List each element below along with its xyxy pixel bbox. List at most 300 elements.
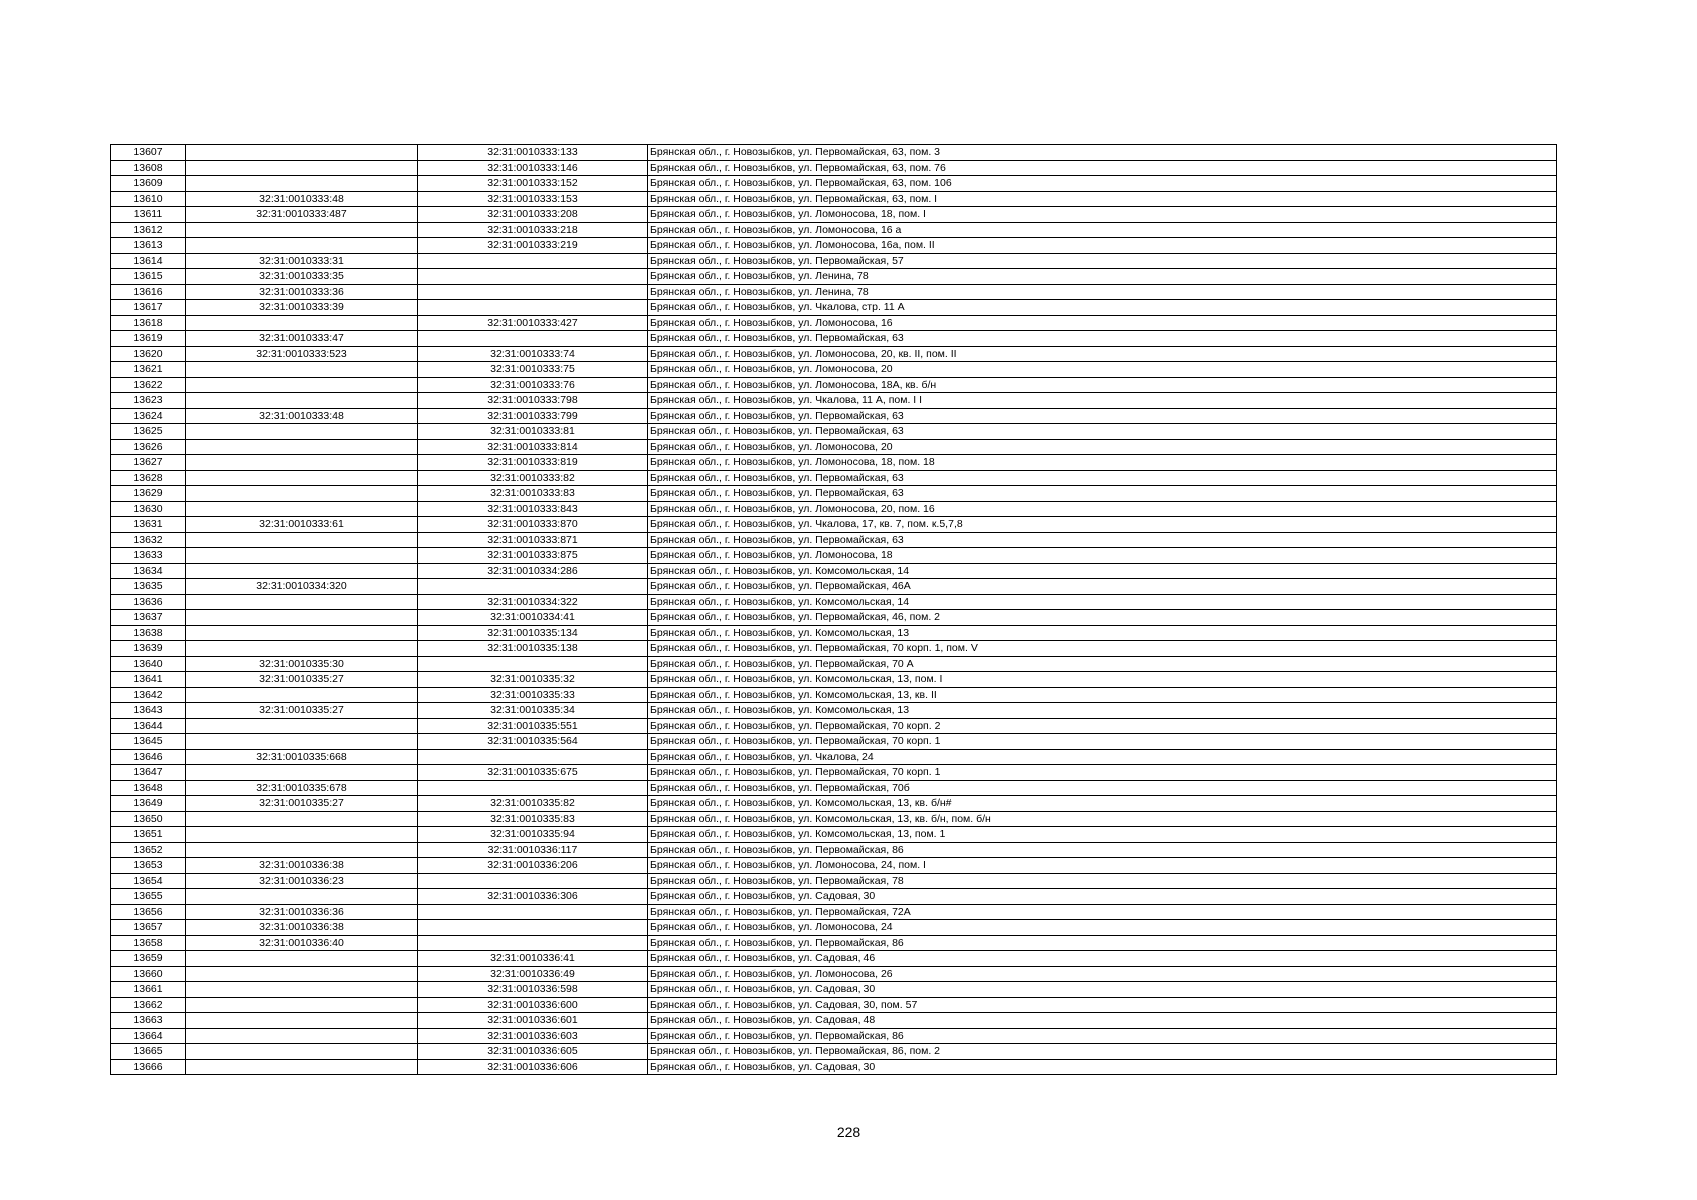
cadastral-number-cell: 32:31:0010333:39 bbox=[186, 300, 418, 316]
row-number-cell: 13637 bbox=[111, 610, 186, 626]
row-number-cell: 13641 bbox=[111, 672, 186, 688]
row-number-cell: 13663 bbox=[111, 1013, 186, 1029]
cadastral-number-cell bbox=[186, 687, 418, 703]
cadastral-number-cell: 32:31:0010335:668 bbox=[186, 749, 418, 765]
cadastral-number-2-cell bbox=[418, 253, 648, 269]
address-cell: Брянская обл., г. Новозыбков, ул. Первомайская, 78 bbox=[648, 873, 1557, 889]
row-number-cell: 13647 bbox=[111, 765, 186, 781]
row-number-cell: 13609 bbox=[111, 176, 186, 192]
cadastral-number-2-cell: 32:31:0010333:152 bbox=[418, 176, 648, 192]
address-cell: Брянская обл., г. Новозыбков, ул. Первомайская, 70 корп. 1 bbox=[648, 765, 1557, 781]
address-cell: Брянская обл., г. Новозыбков, ул. Чкалова, 17, кв. 7, пом. к.5,7,8 bbox=[648, 517, 1557, 533]
table-row bbox=[111, 486, 1557, 502]
cadastral-number-cell bbox=[186, 238, 418, 254]
row-number-cell: 13654 bbox=[111, 873, 186, 889]
table-row bbox=[111, 408, 1557, 424]
row-number-cell: 13612 bbox=[111, 222, 186, 238]
cadastral-number-2-cell: 32:31:0010335:33 bbox=[418, 687, 648, 703]
cadastral-number-cell bbox=[186, 393, 418, 409]
address-cell: Брянская обл., г. Новозыбков, ул. Ломоносова, 18, пом. I bbox=[648, 207, 1557, 223]
cadastral-number-2-cell: 32:31:0010334:286 bbox=[418, 563, 648, 579]
cadastral-number-2-cell: 32:31:0010336:49 bbox=[418, 966, 648, 982]
table-row bbox=[111, 718, 1557, 734]
address-cell: Брянская обл., г. Новозыбков, ул. Первомайская, 63 bbox=[648, 408, 1557, 424]
cadastral-number-cell: 32:31:0010336:38 bbox=[186, 920, 418, 936]
cadastral-number-2-cell: 32:31:0010336:601 bbox=[418, 1013, 648, 1029]
cadastral-number-cell bbox=[186, 610, 418, 626]
address-cell: Брянская обл., г. Новозыбков, ул. Первомайская, 63 bbox=[648, 470, 1557, 486]
address-cell: Брянская обл., г. Новозыбков, ул. Первомайская, 70 корп. 1 bbox=[648, 734, 1557, 750]
cadastral-number-cell bbox=[186, 842, 418, 858]
cadastral-number-2-cell: 32:31:0010336:600 bbox=[418, 997, 648, 1013]
cadastral-number-cell: 32:31:0010335:27 bbox=[186, 703, 418, 719]
row-number-cell: 13662 bbox=[111, 997, 186, 1013]
row-number-cell: 13642 bbox=[111, 687, 186, 703]
address-cell: Брянская обл., г. Новозыбков, ул. Первомайская, 72А bbox=[648, 904, 1557, 920]
table-row bbox=[111, 780, 1557, 796]
cadastral-number-2-cell: 32:31:0010333:843 bbox=[418, 501, 648, 517]
cadastral-number-2-cell bbox=[418, 331, 648, 347]
row-number-cell: 13627 bbox=[111, 455, 186, 471]
address-cell: Брянская обл., г. Новозыбков, ул. Комсомольская, 14 bbox=[648, 594, 1557, 610]
table-row bbox=[111, 1059, 1557, 1075]
table-row bbox=[111, 424, 1557, 440]
table-row bbox=[111, 656, 1557, 672]
cadastral-number-2-cell: 32:31:0010333:819 bbox=[418, 455, 648, 471]
address-cell: Брянская обл., г. Новозыбков, ул. Первомайская, 86, пом. 2 bbox=[648, 1044, 1557, 1060]
address-cell: Брянская обл., г. Новозыбков, ул. Первомайская, 70 А bbox=[648, 656, 1557, 672]
address-cell: Брянская обл., г. Новозыбков, ул. Комсомольская, 13, кв. б/н, пом. б/н bbox=[648, 811, 1557, 827]
address-cell: Брянская обл., г. Новозыбков, ул. Комсомольская, 13 bbox=[648, 703, 1557, 719]
table-row bbox=[111, 641, 1557, 657]
address-cell: Брянская обл., г. Новозыбков, ул. Первомайская, 86 bbox=[648, 842, 1557, 858]
row-number-cell: 13634 bbox=[111, 563, 186, 579]
row-number-cell: 13630 bbox=[111, 501, 186, 517]
cadastral-number-2-cell: 32:31:0010333:75 bbox=[418, 362, 648, 378]
cadastral-number-2-cell: 32:31:0010336:606 bbox=[418, 1059, 648, 1075]
cadastral-number-2-cell: 32:31:0010333:81 bbox=[418, 424, 648, 440]
cadastral-number-2-cell: 32:31:0010335:82 bbox=[418, 796, 648, 812]
cadastral-number-cell bbox=[186, 455, 418, 471]
table-row bbox=[111, 951, 1557, 967]
cadastral-number-cell bbox=[186, 362, 418, 378]
row-number-cell: 13626 bbox=[111, 439, 186, 455]
cadastral-number-cell bbox=[186, 811, 418, 827]
cadastral-number-cell: 32:31:0010333:47 bbox=[186, 331, 418, 347]
cadastral-number-cell bbox=[186, 532, 418, 548]
table-row bbox=[111, 176, 1557, 192]
address-cell: Брянская обл., г. Новозыбков, ул. Первомайская, 46А bbox=[648, 579, 1557, 595]
row-number-cell: 13633 bbox=[111, 548, 186, 564]
address-cell: Брянская обл., г. Новозыбков, ул. Первомайская, 63, пом. 3 bbox=[648, 145, 1557, 161]
table-row bbox=[111, 222, 1557, 238]
row-number-cell: 13631 bbox=[111, 517, 186, 533]
table-row bbox=[111, 160, 1557, 176]
cadastral-number-cell: 32:31:0010336:36 bbox=[186, 904, 418, 920]
cadastral-number-2-cell: 32:31:0010335:138 bbox=[418, 641, 648, 657]
row-number-cell: 13649 bbox=[111, 796, 186, 812]
cadastral-number-2-cell: 32:31:0010335:34 bbox=[418, 703, 648, 719]
cadastral-number-2-cell: 32:31:0010335:551 bbox=[418, 718, 648, 734]
row-number-cell: 13625 bbox=[111, 424, 186, 440]
table-row bbox=[111, 703, 1557, 719]
table-row bbox=[111, 966, 1557, 982]
cadastral-number-2-cell bbox=[418, 749, 648, 765]
row-number-cell: 13611 bbox=[111, 207, 186, 223]
address-cell: Брянская обл., г. Новозыбков, ул. Ломоносова, 20 bbox=[648, 362, 1557, 378]
table-row bbox=[111, 858, 1557, 874]
cadastral-number-cell bbox=[186, 594, 418, 610]
cadastral-number-2-cell: 32:31:0010333:219 bbox=[418, 238, 648, 254]
cadastral-number-cell bbox=[186, 1013, 418, 1029]
row-number-cell: 13651 bbox=[111, 827, 186, 843]
address-cell: Брянская обл., г. Новозыбков, ул. Чкалова, стр. 11 А bbox=[648, 300, 1557, 316]
cadastral-number-cell bbox=[186, 1059, 418, 1075]
row-number-cell: 13616 bbox=[111, 284, 186, 300]
cadastral-number-cell bbox=[186, 145, 418, 161]
address-cell: Брянская обл., г. Новозыбков, ул. Чкалова, 24 bbox=[648, 749, 1557, 765]
row-number-cell: 13661 bbox=[111, 982, 186, 998]
cadastral-number-2-cell bbox=[418, 920, 648, 936]
table-row bbox=[111, 796, 1557, 812]
page-number: 228 bbox=[836, 1124, 861, 1140]
cadastral-number-2-cell: 32:31:0010336:41 bbox=[418, 951, 648, 967]
cadastral-number-cell bbox=[186, 997, 418, 1013]
table-row bbox=[111, 517, 1557, 533]
cadastral-number-cell: 32:31:0010334:320 bbox=[186, 579, 418, 595]
table-row bbox=[111, 579, 1557, 595]
table-row bbox=[111, 145, 1557, 161]
cadastral-number-cell: 32:31:0010333:61 bbox=[186, 517, 418, 533]
address-cell: Брянская обл., г. Новозыбков, ул. Первомайская, 86 bbox=[648, 935, 1557, 951]
table-row bbox=[111, 842, 1557, 858]
table-row bbox=[111, 362, 1557, 378]
cadastral-number-2-cell bbox=[418, 579, 648, 595]
cadastral-number-2-cell: 32:31:0010333:74 bbox=[418, 346, 648, 362]
table-row bbox=[111, 238, 1557, 254]
cadastral-number-2-cell: 32:31:0010333:82 bbox=[418, 470, 648, 486]
address-cell: Брянская обл., г. Новозыбков, ул. Садовая, 30 bbox=[648, 889, 1557, 905]
table-row bbox=[111, 1013, 1557, 1029]
cadastral-number-cell: 32:31:0010335:27 bbox=[186, 672, 418, 688]
address-cell: Брянская обл., г. Новозыбков, ул. Первомайская, 57 bbox=[648, 253, 1557, 269]
address-cell: Брянская обл., г. Новозыбков, ул. Первомайская, 63 bbox=[648, 331, 1557, 347]
address-cell: Брянская обл., г. Новозыбков, ул. Комсомольская, 13 bbox=[648, 625, 1557, 641]
table-row bbox=[111, 548, 1557, 564]
address-cell: Брянская обл., г. Новозыбков, ул. Первомайская, 63 bbox=[648, 424, 1557, 440]
address-cell: Брянская обл., г. Новозыбков, ул. Садовая, 46 bbox=[648, 951, 1557, 967]
cadastral-number-2-cell: 32:31:0010333:798 bbox=[418, 393, 648, 409]
address-cell: Брянская обл., г. Новозыбков, ул. Первомайская, 86 bbox=[648, 1028, 1557, 1044]
table-row bbox=[111, 1044, 1557, 1060]
row-number-cell: 13629 bbox=[111, 486, 186, 502]
table-row bbox=[111, 982, 1557, 998]
row-number-cell: 13624 bbox=[111, 408, 186, 424]
address-cell: Брянская обл., г. Новозыбков, ул. Первомайская, 70б bbox=[648, 780, 1557, 796]
table-row bbox=[111, 594, 1557, 610]
cadastral-number-2-cell bbox=[418, 873, 648, 889]
cadastral-number-cell bbox=[186, 1028, 418, 1044]
cadastral-number-cell: 32:31:0010336:38 bbox=[186, 858, 418, 874]
cadastral-number-2-cell: 32:31:0010333:208 bbox=[418, 207, 648, 223]
row-number-cell: 13640 bbox=[111, 656, 186, 672]
cadastral-number-2-cell bbox=[418, 300, 648, 316]
cadastral-number-cell bbox=[186, 765, 418, 781]
table-row bbox=[111, 904, 1557, 920]
cadastral-number-cell: 32:31:0010335:30 bbox=[186, 656, 418, 672]
cadastral-number-cell bbox=[186, 501, 418, 517]
cadastral-number-2-cell bbox=[418, 780, 648, 796]
table-row bbox=[111, 687, 1557, 703]
address-cell: Брянская обл., г. Новозыбков, ул. Ломоносова, 16а, пом. II bbox=[648, 238, 1557, 254]
address-cell: Брянская обл., г. Новозыбков, ул. Ленина, 78 bbox=[648, 284, 1557, 300]
cadastral-number-cell bbox=[186, 982, 418, 998]
cadastral-number-cell bbox=[186, 827, 418, 843]
row-number-cell: 13643 bbox=[111, 703, 186, 719]
row-number-cell: 13644 bbox=[111, 718, 186, 734]
row-number-cell: 13618 bbox=[111, 315, 186, 331]
address-cell: Брянская обл., г. Новозыбков, ул. Ломоносова, 24 bbox=[648, 920, 1557, 936]
address-cell: Брянская обл., г. Новозыбков, ул. Первомайская, 63 bbox=[648, 486, 1557, 502]
row-number-cell: 13607 bbox=[111, 145, 186, 161]
row-number-cell: 13620 bbox=[111, 346, 186, 362]
cadastral-number-2-cell: 32:31:0010335:564 bbox=[418, 734, 648, 750]
cadastral-number-2-cell: 32:31:0010333:83 bbox=[418, 486, 648, 502]
cadastral-number-2-cell: 32:31:0010333:133 bbox=[418, 145, 648, 161]
address-cell: Брянская обл., г. Новозыбков, ул. Первомайская, 63, пом. 106 bbox=[648, 176, 1557, 192]
cadastral-number-cell: 32:31:0010335:27 bbox=[186, 796, 418, 812]
row-number-cell: 13664 bbox=[111, 1028, 186, 1044]
table-row bbox=[111, 470, 1557, 486]
table-body bbox=[111, 145, 1557, 1075]
table-row bbox=[111, 455, 1557, 471]
row-number-cell: 13628 bbox=[111, 470, 186, 486]
row-number-cell: 13639 bbox=[111, 641, 186, 657]
row-number-cell: 13645 bbox=[111, 734, 186, 750]
address-cell: Брянская обл., г. Новозыбков, ул. Первомайская, 46, пом. 2 bbox=[648, 610, 1557, 626]
row-number-cell: 13650 bbox=[111, 811, 186, 827]
table-row bbox=[111, 315, 1557, 331]
address-cell: Брянская обл., г. Новозыбков, ул. Ломоносова, 20, кв. II, пом. II bbox=[648, 346, 1557, 362]
table-row bbox=[111, 501, 1557, 517]
cadastral-number-cell bbox=[186, 563, 418, 579]
address-cell: Брянская обл., г. Новозыбков, ул. Первомайская, 63 bbox=[648, 532, 1557, 548]
table-row bbox=[111, 811, 1557, 827]
address-cell: Брянская обл., г. Новозыбков, ул. Чкалова, 11 А, пом. I I bbox=[648, 393, 1557, 409]
cadastral-number-cell bbox=[186, 377, 418, 393]
row-number-cell: 13622 bbox=[111, 377, 186, 393]
cadastral-number-2-cell: 32:31:0010336:598 bbox=[418, 982, 648, 998]
cadastral-number-2-cell bbox=[418, 656, 648, 672]
row-number-cell: 13655 bbox=[111, 889, 186, 905]
row-number-cell: 13623 bbox=[111, 393, 186, 409]
address-cell: Брянская обл., г. Новозыбков, ул. Комсомольская, 13, пом. 1 bbox=[648, 827, 1557, 843]
table-row bbox=[111, 1028, 1557, 1044]
address-cell: Брянская обл., г. Новозыбков, ул. Садовая, 30 bbox=[648, 1059, 1557, 1075]
cadastral-number-cell: 32:31:0010333:487 bbox=[186, 207, 418, 223]
cadastral-number-cell bbox=[186, 424, 418, 440]
table-row bbox=[111, 207, 1557, 223]
row-number-cell: 13656 bbox=[111, 904, 186, 920]
cadastral-number-2-cell: 32:31:0010335:94 bbox=[418, 827, 648, 843]
cadastral-number-cell bbox=[186, 439, 418, 455]
cadastral-number-cell: 32:31:0010336:23 bbox=[186, 873, 418, 889]
table-row bbox=[111, 377, 1557, 393]
table-row bbox=[111, 827, 1557, 843]
cadastral-number-cell bbox=[186, 718, 418, 734]
row-number-cell: 13636 bbox=[111, 594, 186, 610]
row-number-cell: 13666 bbox=[111, 1059, 186, 1075]
row-number-cell: 13613 bbox=[111, 238, 186, 254]
cadastral-number-2-cell: 32:31:0010335:83 bbox=[418, 811, 648, 827]
table-row bbox=[111, 253, 1557, 269]
cadastral-number-2-cell: 32:31:0010333:76 bbox=[418, 377, 648, 393]
table-row bbox=[111, 563, 1557, 579]
address-cell: Брянская обл., г. Новозыбков, ул. Комсомольская, 13, кв. б/н# bbox=[648, 796, 1557, 812]
table-row bbox=[111, 300, 1557, 316]
address-cell: Брянская обл., г. Новозыбков, ул. Комсомольская, 13, кв. II bbox=[648, 687, 1557, 703]
table-row bbox=[111, 873, 1557, 889]
cadastral-number-cell: 32:31:0010333:31 bbox=[186, 253, 418, 269]
address-cell: Брянская обл., г. Новозыбков, ул. Ломоносова, 16 а bbox=[648, 222, 1557, 238]
row-number-cell: 13617 bbox=[111, 300, 186, 316]
address-cell: Брянская обл., г. Новозыбков, ул. Ломоносова, 18, пом. 18 bbox=[648, 455, 1557, 471]
cadastral-number-2-cell: 32:31:0010334:41 bbox=[418, 610, 648, 626]
cadastral-number-2-cell: 32:31:0010335:134 bbox=[418, 625, 648, 641]
row-number-cell: 13653 bbox=[111, 858, 186, 874]
cadastral-number-cell: 32:31:0010333:48 bbox=[186, 408, 418, 424]
cadastral-number-cell: 32:31:0010336:40 bbox=[186, 935, 418, 951]
cadastral-number-cell bbox=[186, 176, 418, 192]
cadastral-number-cell: 32:31:0010335:678 bbox=[186, 780, 418, 796]
table-row bbox=[111, 997, 1557, 1013]
cadastral-number-2-cell: 32:31:0010333:870 bbox=[418, 517, 648, 533]
table-row bbox=[111, 393, 1557, 409]
table-row bbox=[111, 191, 1557, 207]
table-row bbox=[111, 331, 1557, 347]
table-row bbox=[111, 935, 1557, 951]
row-number-cell: 13635 bbox=[111, 579, 186, 595]
cadastral-number-2-cell: 32:31:0010333:799 bbox=[418, 408, 648, 424]
table-row bbox=[111, 920, 1557, 936]
address-cell: Брянская обл., г. Новозыбков, ул. Ленина, 78 bbox=[648, 269, 1557, 285]
table-row bbox=[111, 284, 1557, 300]
cadastral-number-2-cell bbox=[418, 904, 648, 920]
cadastral-table bbox=[110, 144, 1557, 1075]
row-number-cell: 13614 bbox=[111, 253, 186, 269]
cadastral-number-2-cell: 32:31:0010333:218 bbox=[418, 222, 648, 238]
table-row bbox=[111, 734, 1557, 750]
address-cell: Брянская обл., г. Новозыбков, ул. Ломоносова, 18 bbox=[648, 548, 1557, 564]
cadastral-number-cell bbox=[186, 548, 418, 564]
table-row bbox=[111, 269, 1557, 285]
address-cell: Брянская обл., г. Новозыбков, ул. Садовая, 30, пом. 57 bbox=[648, 997, 1557, 1013]
cadastral-number-cell bbox=[186, 641, 418, 657]
table-row bbox=[111, 889, 1557, 905]
row-number-cell: 13632 bbox=[111, 532, 186, 548]
row-number-cell: 13621 bbox=[111, 362, 186, 378]
address-cell: Брянская обл., г. Новозыбков, ул. Первомайская, 63, пом. 76 bbox=[648, 160, 1557, 176]
address-cell: Брянская обл., г. Новозыбков, ул. Ломоносова, 20 bbox=[648, 439, 1557, 455]
cadastral-number-2-cell: 32:31:0010335:32 bbox=[418, 672, 648, 688]
row-number-cell: 13657 bbox=[111, 920, 186, 936]
row-number-cell: 13660 bbox=[111, 966, 186, 982]
row-number-cell: 13615 bbox=[111, 269, 186, 285]
address-cell: Брянская обл., г. Новозыбков, ул. Ломоносова, 18А, кв. б/н bbox=[648, 377, 1557, 393]
cadastral-number-cell bbox=[186, 470, 418, 486]
address-cell: Брянская обл., г. Новозыбков, ул. Первомайская, 70 корп. 2 bbox=[648, 718, 1557, 734]
row-number-cell: 13638 bbox=[111, 625, 186, 641]
row-number-cell: 13665 bbox=[111, 1044, 186, 1060]
cadastral-number-cell bbox=[186, 734, 418, 750]
cadastral-number-cell bbox=[186, 315, 418, 331]
cadastral-number-cell bbox=[186, 486, 418, 502]
row-number-cell: 13610 bbox=[111, 191, 186, 207]
address-cell: Брянская обл., г. Новозыбков, ул. Первомайская, 63, пом. I bbox=[648, 191, 1557, 207]
address-cell: Брянская обл., г. Новозыбков, ул. Садовая, 30 bbox=[648, 982, 1557, 998]
cadastral-number-2-cell: 32:31:0010336:306 bbox=[418, 889, 648, 905]
cadastral-number-2-cell bbox=[418, 935, 648, 951]
row-number-cell: 13646 bbox=[111, 749, 186, 765]
table-row bbox=[111, 439, 1557, 455]
row-number-cell: 13619 bbox=[111, 331, 186, 347]
cadastral-number-2-cell bbox=[418, 284, 648, 300]
cadastral-number-cell bbox=[186, 625, 418, 641]
cadastral-number-2-cell: 32:31:0010334:322 bbox=[418, 594, 648, 610]
cadastral-number-cell bbox=[186, 889, 418, 905]
cadastral-number-2-cell: 32:31:0010333:871 bbox=[418, 532, 648, 548]
row-number-cell: 13659 bbox=[111, 951, 186, 967]
cadastral-number-cell bbox=[186, 222, 418, 238]
table-row bbox=[111, 625, 1557, 641]
address-cell: Брянская обл., г. Новозыбков, ул. Садовая, 48 bbox=[648, 1013, 1557, 1029]
table-row bbox=[111, 765, 1557, 781]
cadastral-number-2-cell: 32:31:0010333:875 bbox=[418, 548, 648, 564]
address-cell: Брянская обл., г. Новозыбков, ул. Комсомольская, 14 bbox=[648, 563, 1557, 579]
table-row bbox=[111, 672, 1557, 688]
address-cell: Брянская обл., г. Новозыбков, ул. Ломоносова, 24, пом. I bbox=[648, 858, 1557, 874]
cadastral-number-2-cell: 32:31:0010336:117 bbox=[418, 842, 648, 858]
address-cell: Брянская обл., г. Новозыбков, ул. Первомайская, 70 корп. 1, пом. V bbox=[648, 641, 1557, 657]
row-number-cell: 13608 bbox=[111, 160, 186, 176]
cadastral-number-cell bbox=[186, 1044, 418, 1060]
table-row bbox=[111, 532, 1557, 548]
cadastral-number-cell bbox=[186, 966, 418, 982]
cadastral-number-cell: 32:31:0010333:523 bbox=[186, 346, 418, 362]
cadastral-number-2-cell: 32:31:0010335:675 bbox=[418, 765, 648, 781]
cadastral-number-2-cell: 32:31:0010336:605 bbox=[418, 1044, 648, 1060]
cadastral-number-2-cell bbox=[418, 269, 648, 285]
cadastral-number-cell bbox=[186, 951, 418, 967]
address-cell: Брянская обл., г. Новозыбков, ул. Ломоносова, 26 bbox=[648, 966, 1557, 982]
cadastral-number-cell: 32:31:0010333:35 bbox=[186, 269, 418, 285]
table-row bbox=[111, 749, 1557, 765]
address-cell: Брянская обл., г. Новозыбков, ул. Ломоносова, 20, пом. 16 bbox=[648, 501, 1557, 517]
cadastral-number-cell: 32:31:0010333:36 bbox=[186, 284, 418, 300]
cadastral-number-2-cell: 32:31:0010336:603 bbox=[418, 1028, 648, 1044]
address-cell: Брянская обл., г. Новозыбков, ул. Ломоносова, 16 bbox=[648, 315, 1557, 331]
cadastral-number-cell bbox=[186, 160, 418, 176]
cadastral-number-2-cell: 32:31:0010333:146 bbox=[418, 160, 648, 176]
cadastral-number-cell: 32:31:0010333:48 bbox=[186, 191, 418, 207]
row-number-cell: 13658 bbox=[111, 935, 186, 951]
cadastral-number-2-cell: 32:31:0010333:814 bbox=[418, 439, 648, 455]
row-number-cell: 13652 bbox=[111, 842, 186, 858]
table-row bbox=[111, 610, 1557, 626]
table-row bbox=[111, 346, 1557, 362]
cadastral-number-2-cell: 32:31:0010336:206 bbox=[418, 858, 648, 874]
address-cell: Брянская обл., г. Новозыбков, ул. Комсомольская, 13, пом. I bbox=[648, 672, 1557, 688]
